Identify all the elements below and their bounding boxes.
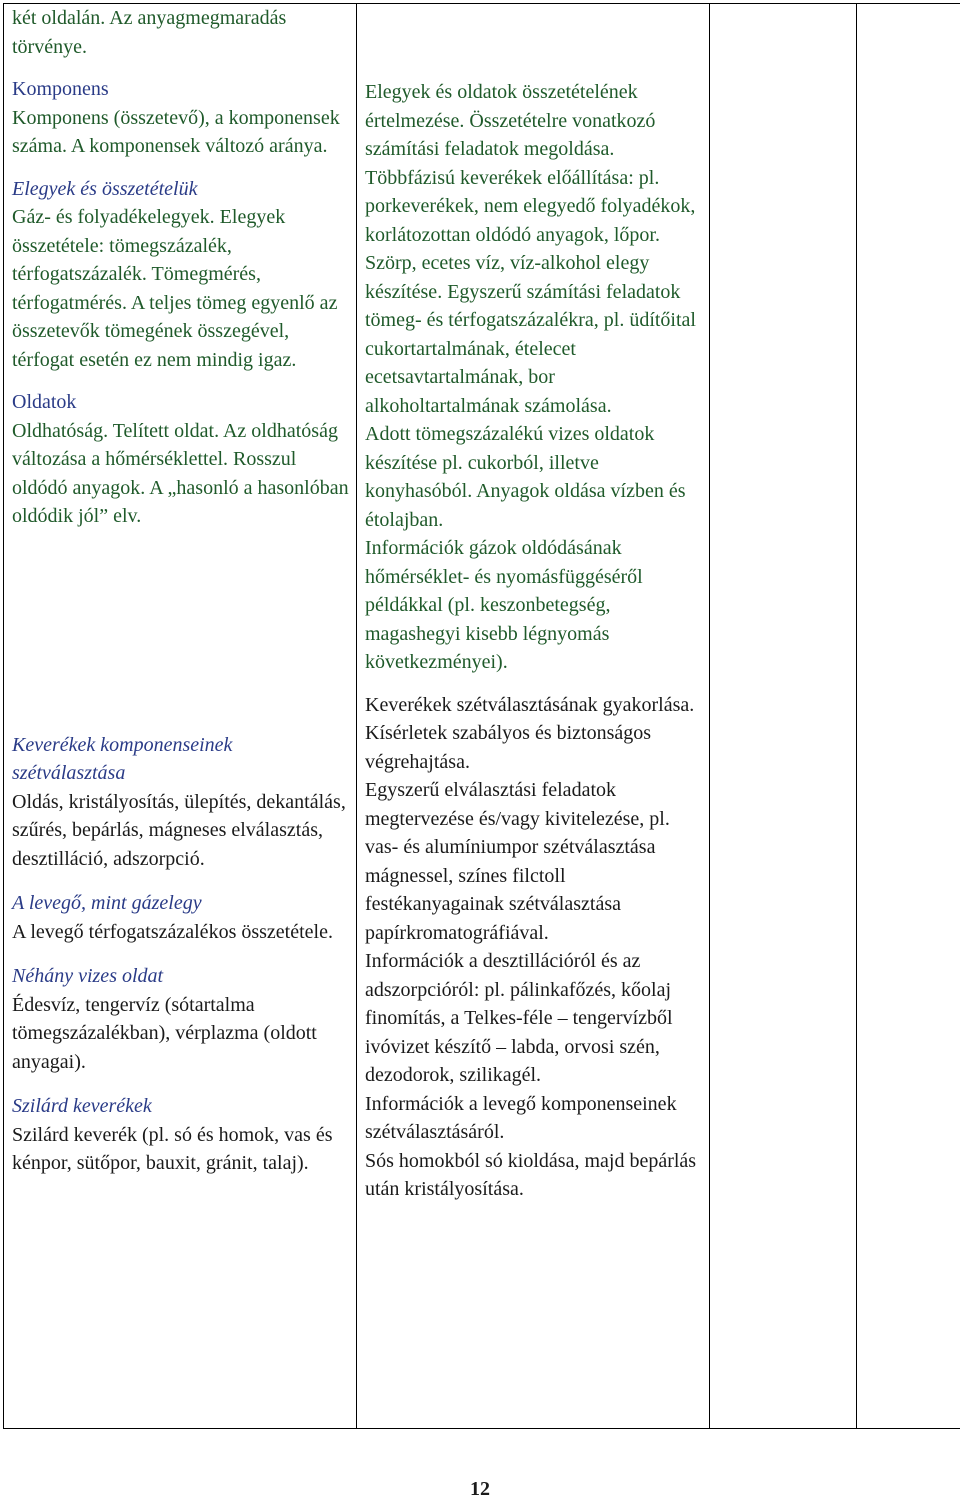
activities-column: [357, 4, 710, 1429]
activity-paragraph: Elegyek és oldatok összetételének értelmezése. Összetételre vonatkozó számítási feladatok megoldása.: [365, 78, 703, 164]
empty-column-4: [857, 4, 960, 1429]
activity-paragraph: Keverékek szétválasztásának gyakorlása. Kísérletek szabályos és biztonságos végrehajtása.: [365, 691, 703, 777]
section-body-levego: A levegő térfogatszázalékos összetétele.: [12, 918, 350, 947]
activity-paragraph: Adott tömegszázalékú vizes oldatok készítése pl. cukorból, illetve konyhasóból. Anyagok oldása vízben és étolajban.: [365, 420, 703, 534]
section-heading-oldatok: Oldatok: [12, 388, 350, 417]
activity-paragraph: Szörp, ecetes víz, víz-alkohol elegy készítése. Egyszerű számítási feladatok tömeg- és térfogatszázalékra, pl. üdítőital cukortartalmának, ételecet ecetsavtartalmának, bor alkoholtartalmának számolása.: [365, 249, 703, 420]
section-heading-levego: A levegő, mint gázelegy: [12, 889, 350, 918]
section-body-oldatok: Oldhatóság. Telített oldat. Az oldhatóság változása a hőmérséklettel. Rosszul oldódó anyagok. A „hasonló a hasonlóban oldódik jól” elv.: [12, 417, 350, 531]
section-body-szilard: Szilárd keverék (pl. só és homok, vas és kénpor, sütőpor, bauxit, gránit, talaj).: [12, 1121, 350, 1178]
table-row: [4, 4, 960, 1429]
activity-paragraph: Többfázisú keverékek előállítása: pl. porkeverékek, nem elegyedő folyadékok, korlátozottan oldódó anyagok, lőpor.: [365, 164, 703, 250]
intro-text: két oldalán. Az anyagmegmaradás törvénye.: [12, 4, 350, 61]
section-heading-vizes-oldat: Néhány vizes oldat: [12, 962, 350, 991]
curriculum-table: [3, 3, 960, 1429]
section-heading-komponens: Komponens: [12, 75, 350, 104]
section-body-keverekek: Oldás, kristályosítás, ülepítés, dekantálás, szűrés, bepárlás, mágneses elválasztás, desztilláció, adszorpció.: [12, 788, 350, 874]
section-body-vizes-oldat: Édesvíz, tengervíz (sótartalma tömegszázalékban), vérplazma (oldott anyagai).: [12, 991, 350, 1077]
section-heading-keverekek: Keverékek komponenseinek szétválasztása: [12, 731, 350, 788]
activity-paragraph: Információk a desztillációról és az adszorpcióról: pl. pálinkafőzés, kőolaj finomítás, a Telkes-féle – tengervízből ivóvizet készítő – labda, orvosi szén, dezodorok, szilikagél.: [365, 947, 703, 1090]
activity-paragraph: Információk a levegő komponenseinek szétválasztásáról.: [365, 1090, 703, 1147]
content-column: [4, 4, 357, 1429]
section-heading-szilard: Szilárd keverékek: [12, 1092, 350, 1121]
section-body-elegyek: Gáz- és folyadékelegyek. Elegyek összetétele: tömegszázalék, térfogatszázalék. Tömegmérés, térfogatmérés. A teljes tömeg egyenlő az összetevők tömegének összegével, térfogat esetén ez nem mindig igaz.: [12, 203, 350, 374]
activity-paragraph: Információk gázok oldódásának hőmérséklet- és nyomásfüggéséről példákkal (pl. keszonbetegség, magashegyi kisebb légnyomás következményei).: [365, 534, 703, 677]
empty-column-3: [710, 4, 857, 1429]
activity-paragraph: Egyszerű elválasztási feladatok megtervezése és/vagy kivitelezése, pl. vas- és alumíniumpor szétválasztása mágnessel, színes filctoll festékanyagainak szétválasztása papírkromatográfiával.: [365, 776, 703, 947]
section-body-komponens: Komponens (összetevő), a komponensek száma. A komponensek változó aránya.: [12, 104, 350, 161]
page-number: 12: [0, 1478, 960, 1501]
section-heading-elegyek: Elegyek és összetételük: [12, 175, 350, 204]
activity-paragraph: Sós homokból só kioldása, majd bepárlás után kristályosítása.: [365, 1147, 703, 1204]
